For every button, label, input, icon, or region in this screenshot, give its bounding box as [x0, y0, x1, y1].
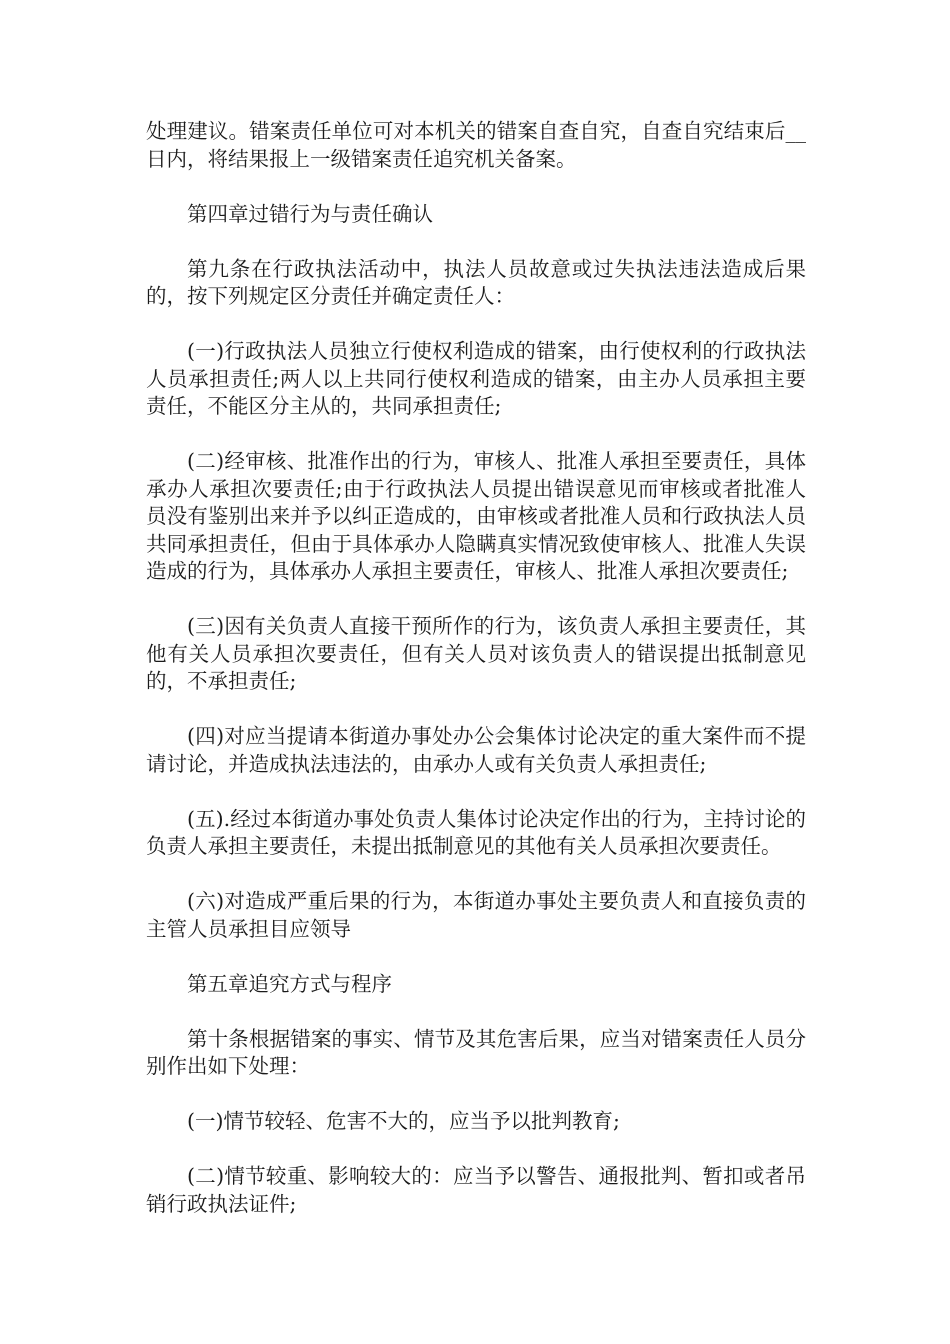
clause-4-paragraph: (四)对应当提请本街道办事处办公会集体讨论决定的重大案件而不提请讨论，并造成执法违法的，由承办人或有关负责人承担责任;	[146, 724, 806, 776]
paragraph-continuation: 处理建议。错案责任单位可对本机关的错案自查自究，自查自究结束后__日内，将结果报上一级错案责任追究机关备案。	[146, 119, 806, 171]
article-9-paragraph: 第九条在行政执法活动中，执法人员故意或过失执法违法造成后果的，按下列规定区分责任并确定责任人：	[146, 256, 806, 308]
article-10-paragraph: 第十条根据错案的事实、情节及其危害后果，应当对错案责任人员分别作出如下处理：	[146, 1026, 806, 1078]
chapter-heading-4: 第四章过错行为与责任确认	[187, 201, 433, 226]
clause-5-paragraph: (五).经过本街道办事处负责人集体讨论决定作出的行为，主持讨论的负责人承担主要责任，未提出抵制意见的其他有关人员承担次要责任。	[146, 806, 806, 858]
clause-6-paragraph: (六)对造成严重后果的行为，本街道办事处主要负责人和直接负责的主管人员承担目应领导	[146, 889, 806, 941]
penalty-clause-2-paragraph: (二)情节较重、影响较大的：应当予以警告、通报批判、暂扣或者吊销行政执法证件;	[146, 1164, 806, 1216]
penalty-clause-1-paragraph: (一)情节较轻、危害不大的，应当予以批判教育;	[187, 1109, 620, 1133]
clause-1-paragraph: (一)行政执法人员独立行使权利造成的错案，由行使权利的行政执法人员承担责任;两人以上共同行使权利造成的错案，由主办人员承担主要责任，不能区分主从的，共同承担责任;	[146, 339, 806, 418]
chapter-heading-5: 第五章追究方式与程序	[187, 971, 392, 996]
clause-3-paragraph: (三)因有关负责人直接干预所作的行为，该负责人承担主要责任，其他有关人员承担次要责任，但有关人员对该负责人的错误提出抵制意见的，不承担责任;	[146, 614, 806, 693]
document-page	[146, 118, 806, 1246]
clause-2-paragraph: (二)经审核、批准作出的行为，审核人、批准人承担至要责任，具体承办人承担次要责任;由于行政执法人员提出错误意见而审核或者批准人员没有鉴别出来并予以纠正造成的，由审核或者批准人员和行政执法人员共同承担责任，但由于具体承办人隐瞒真实情况致使审核人、批准人失误造成的行为，具体承办人承担主要责任，审核人、批准人承担次要责任;	[146, 449, 806, 583]
